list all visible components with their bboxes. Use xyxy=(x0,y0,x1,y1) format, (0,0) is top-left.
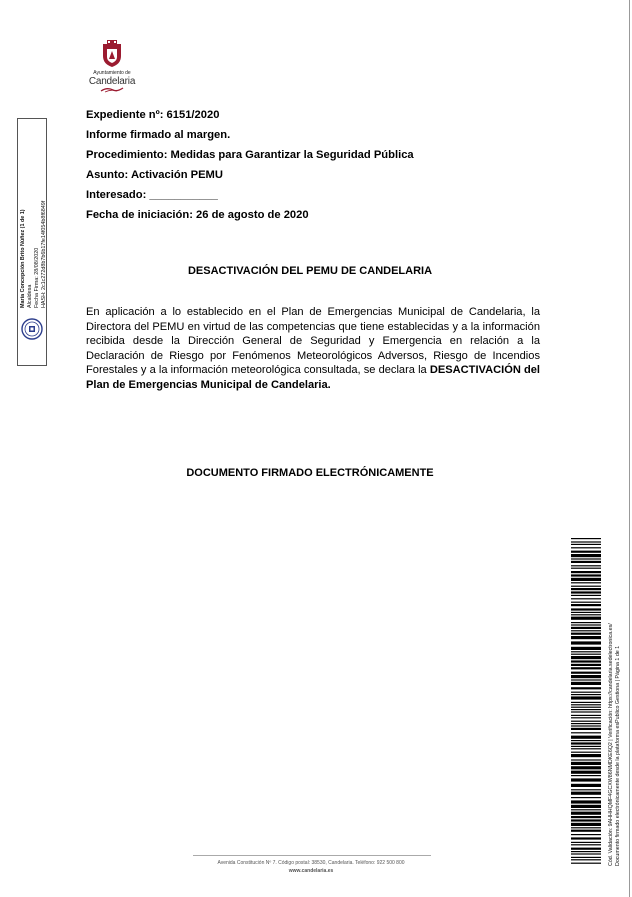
document-title: DESACTIVACIÓN DEL PEMU DE CANDELARIA xyxy=(187,265,433,277)
footer-website[interactable]: www.candelaria.es xyxy=(288,868,334,874)
document-header xyxy=(86,105,506,225)
barcode-bar xyxy=(571,771,601,774)
barcode-bar xyxy=(571,853,601,854)
signer-role: Alcaldesa xyxy=(27,284,33,308)
barcode-bar xyxy=(571,851,601,852)
barcode-bar xyxy=(571,844,601,845)
barcode-bar xyxy=(571,709,601,710)
barcode-bar xyxy=(571,704,601,705)
barcode-bar xyxy=(571,778,601,781)
footer-divider xyxy=(193,855,431,856)
barcode-bar xyxy=(571,561,601,563)
barcode-bar xyxy=(571,827,601,828)
verification-code-line: Cód. Validación: 9AHHHQMF4GCXW86NMDKE6Q2 | Verificación: https://candelaria.sedelectronica.es/ xyxy=(608,623,614,866)
barcode-bar xyxy=(571,547,601,548)
official-seal-icon xyxy=(21,318,43,340)
page-edge-line xyxy=(629,0,630,897)
barcode-bar xyxy=(571,654,601,655)
barcode-bar xyxy=(571,630,601,631)
verification-text xyxy=(608,536,628,866)
barcode-bar xyxy=(571,679,601,680)
expediente-number: Expediente nº: 6151/2020 xyxy=(86,109,220,121)
barcode-bar xyxy=(571,742,601,744)
barcode-bar xyxy=(571,641,601,644)
barcode-bar xyxy=(571,762,601,765)
barcode-bar xyxy=(571,696,601,699)
barcode-bar xyxy=(571,586,601,587)
barcode-bar xyxy=(571,816,601,818)
barcode-bar xyxy=(571,664,601,666)
barcode-bar xyxy=(571,746,601,747)
barcode-bar xyxy=(571,754,601,757)
barcode-bar xyxy=(571,574,601,576)
barcode-bar xyxy=(571,805,601,808)
interesado-field: Interesado: ___________ xyxy=(86,189,218,201)
barcode-bar xyxy=(571,842,601,843)
barcode-bar xyxy=(571,588,601,590)
barcode-bar xyxy=(571,837,601,839)
barcode-bar xyxy=(571,582,601,583)
barcode-bar xyxy=(571,633,601,635)
barcode-bar xyxy=(571,687,601,689)
barcode-bar xyxy=(571,538,601,539)
barcode-bar xyxy=(571,711,601,712)
logo-swoosh-icon xyxy=(99,87,125,93)
barcode-bar xyxy=(571,591,601,593)
barcode-bar xyxy=(571,647,601,650)
barcode-bar xyxy=(571,551,601,553)
barcode-bar xyxy=(571,568,601,569)
signature-stamp-text xyxy=(20,118,47,308)
barcode-bar xyxy=(571,752,601,753)
barcode-bar xyxy=(571,578,601,581)
barcode-bar xyxy=(571,732,601,733)
barcode-bar xyxy=(571,809,601,810)
barcode-bar xyxy=(571,859,601,860)
barcode-bar xyxy=(571,848,601,850)
asunto-field: Asunto: Activación PEMU xyxy=(86,169,223,181)
signature-hash: HASH: 2c1c272d8b7b6b17fe14f054b8f6849f xyxy=(41,200,47,308)
barcode-bar xyxy=(571,707,601,708)
verification-platform-line: Documento firmado electrónicamente desde la plataforma esPublico Gestiona | Página 1 de 1 xyxy=(614,645,621,866)
body-bold-conclusion: DESACTIVACIÓN del Plan de Emergencias Municipal de Candelaria. xyxy=(86,364,541,391)
signed-label: DOCUMENTO FIRMADO ELECTRÓNICAMENTE xyxy=(186,467,434,479)
barcode-bar xyxy=(571,554,601,557)
barcode-bar xyxy=(571,789,601,790)
barcode-bar xyxy=(571,692,601,693)
barcode-bar xyxy=(571,857,601,858)
barcode-bar xyxy=(571,627,601,629)
barcode-bar xyxy=(571,797,601,798)
barcode-bar xyxy=(571,775,601,776)
barcode-bar xyxy=(571,598,601,599)
barcode-bar xyxy=(571,675,601,678)
procedimiento-field: Procedimiento: Medidas para Garantizar la Seguridad Pública xyxy=(86,149,414,161)
barcode-bar xyxy=(571,759,601,760)
barcode-bar xyxy=(571,702,601,703)
barcode-bar xyxy=(571,819,601,821)
barcode-bar xyxy=(571,830,601,832)
barcode-bar xyxy=(571,624,601,625)
barcode-bar xyxy=(571,736,601,739)
barcode-bar xyxy=(571,694,601,695)
barcode-bar xyxy=(571,622,601,623)
barcode-bar xyxy=(571,748,601,749)
footer-address: Avenida Constitución Nº 7. Código postal: 38530, Candelaria. Teléfono: 922 500 800 xyxy=(217,860,405,866)
barcode-bar xyxy=(571,766,601,769)
barcode-bar xyxy=(571,656,601,659)
barcode-bar xyxy=(571,715,601,716)
barcode-bar xyxy=(571,682,601,685)
barcode-bar xyxy=(571,604,601,606)
coat-of-arms-icon xyxy=(101,40,123,68)
body-paragraph: En aplicación a lo establecido en el Plan de Emergencias Municipal de Candelaria, la Directora del PEMU en virtud de las competencias que tiene establecidas y a la información recibida desde la Dirección General de Seguridad y Emergencia en relación a la Declaración de Riesgo por Fenómenos Meteorológicos Adversos, Riesgo de Incendios Forestales y a la información meteorológica consultada, se declara la xyxy=(86,306,540,377)
document-body xyxy=(86,305,540,393)
barcode-bar xyxy=(571,612,601,613)
barcode-bar xyxy=(571,660,601,662)
municipality-logo xyxy=(84,40,140,93)
barcode-bar xyxy=(571,595,601,596)
logo-subtitle: Ayuntamiento de xyxy=(93,70,131,76)
barcode-bar xyxy=(571,725,601,726)
barcode-bar xyxy=(571,834,601,835)
barcode-bar xyxy=(571,721,601,722)
barcode-bar xyxy=(571,608,601,610)
barcode-bar xyxy=(571,602,601,603)
barcode-bar xyxy=(571,558,601,559)
barcode-bar xyxy=(571,717,601,718)
informe-note: Informe firmado al margen. xyxy=(86,129,231,141)
signature-date: Fecha Firma: 28/08/2020 xyxy=(34,247,40,308)
validation-barcode xyxy=(571,538,601,864)
barcode-bar xyxy=(571,863,601,864)
barcode-bar xyxy=(571,667,601,669)
barcode-bar xyxy=(571,723,601,724)
barcode-bar xyxy=(571,784,601,787)
barcode-bar xyxy=(571,728,601,730)
barcode-bar xyxy=(571,672,601,674)
barcode-bar xyxy=(571,614,601,615)
signer-name: María Concepción Brito Núñez (1 de 1) xyxy=(20,209,26,308)
barcode-bar xyxy=(571,792,601,795)
barcode-bar xyxy=(571,541,601,542)
barcode-bar xyxy=(571,565,601,566)
fecha-field: Fecha de iniciación: 26 de agosto de 2020 xyxy=(86,209,309,221)
barcode-bar xyxy=(571,800,601,803)
barcode-bar xyxy=(571,812,601,815)
barcode-bar xyxy=(571,651,601,652)
barcode-bar xyxy=(571,823,601,826)
barcode-bar xyxy=(571,571,601,573)
barcode-bar xyxy=(571,617,601,620)
barcode-bar xyxy=(571,740,601,741)
barcode-bar xyxy=(571,544,601,545)
logo-name: Candelaria xyxy=(88,76,136,87)
barcode-bar xyxy=(571,636,601,639)
